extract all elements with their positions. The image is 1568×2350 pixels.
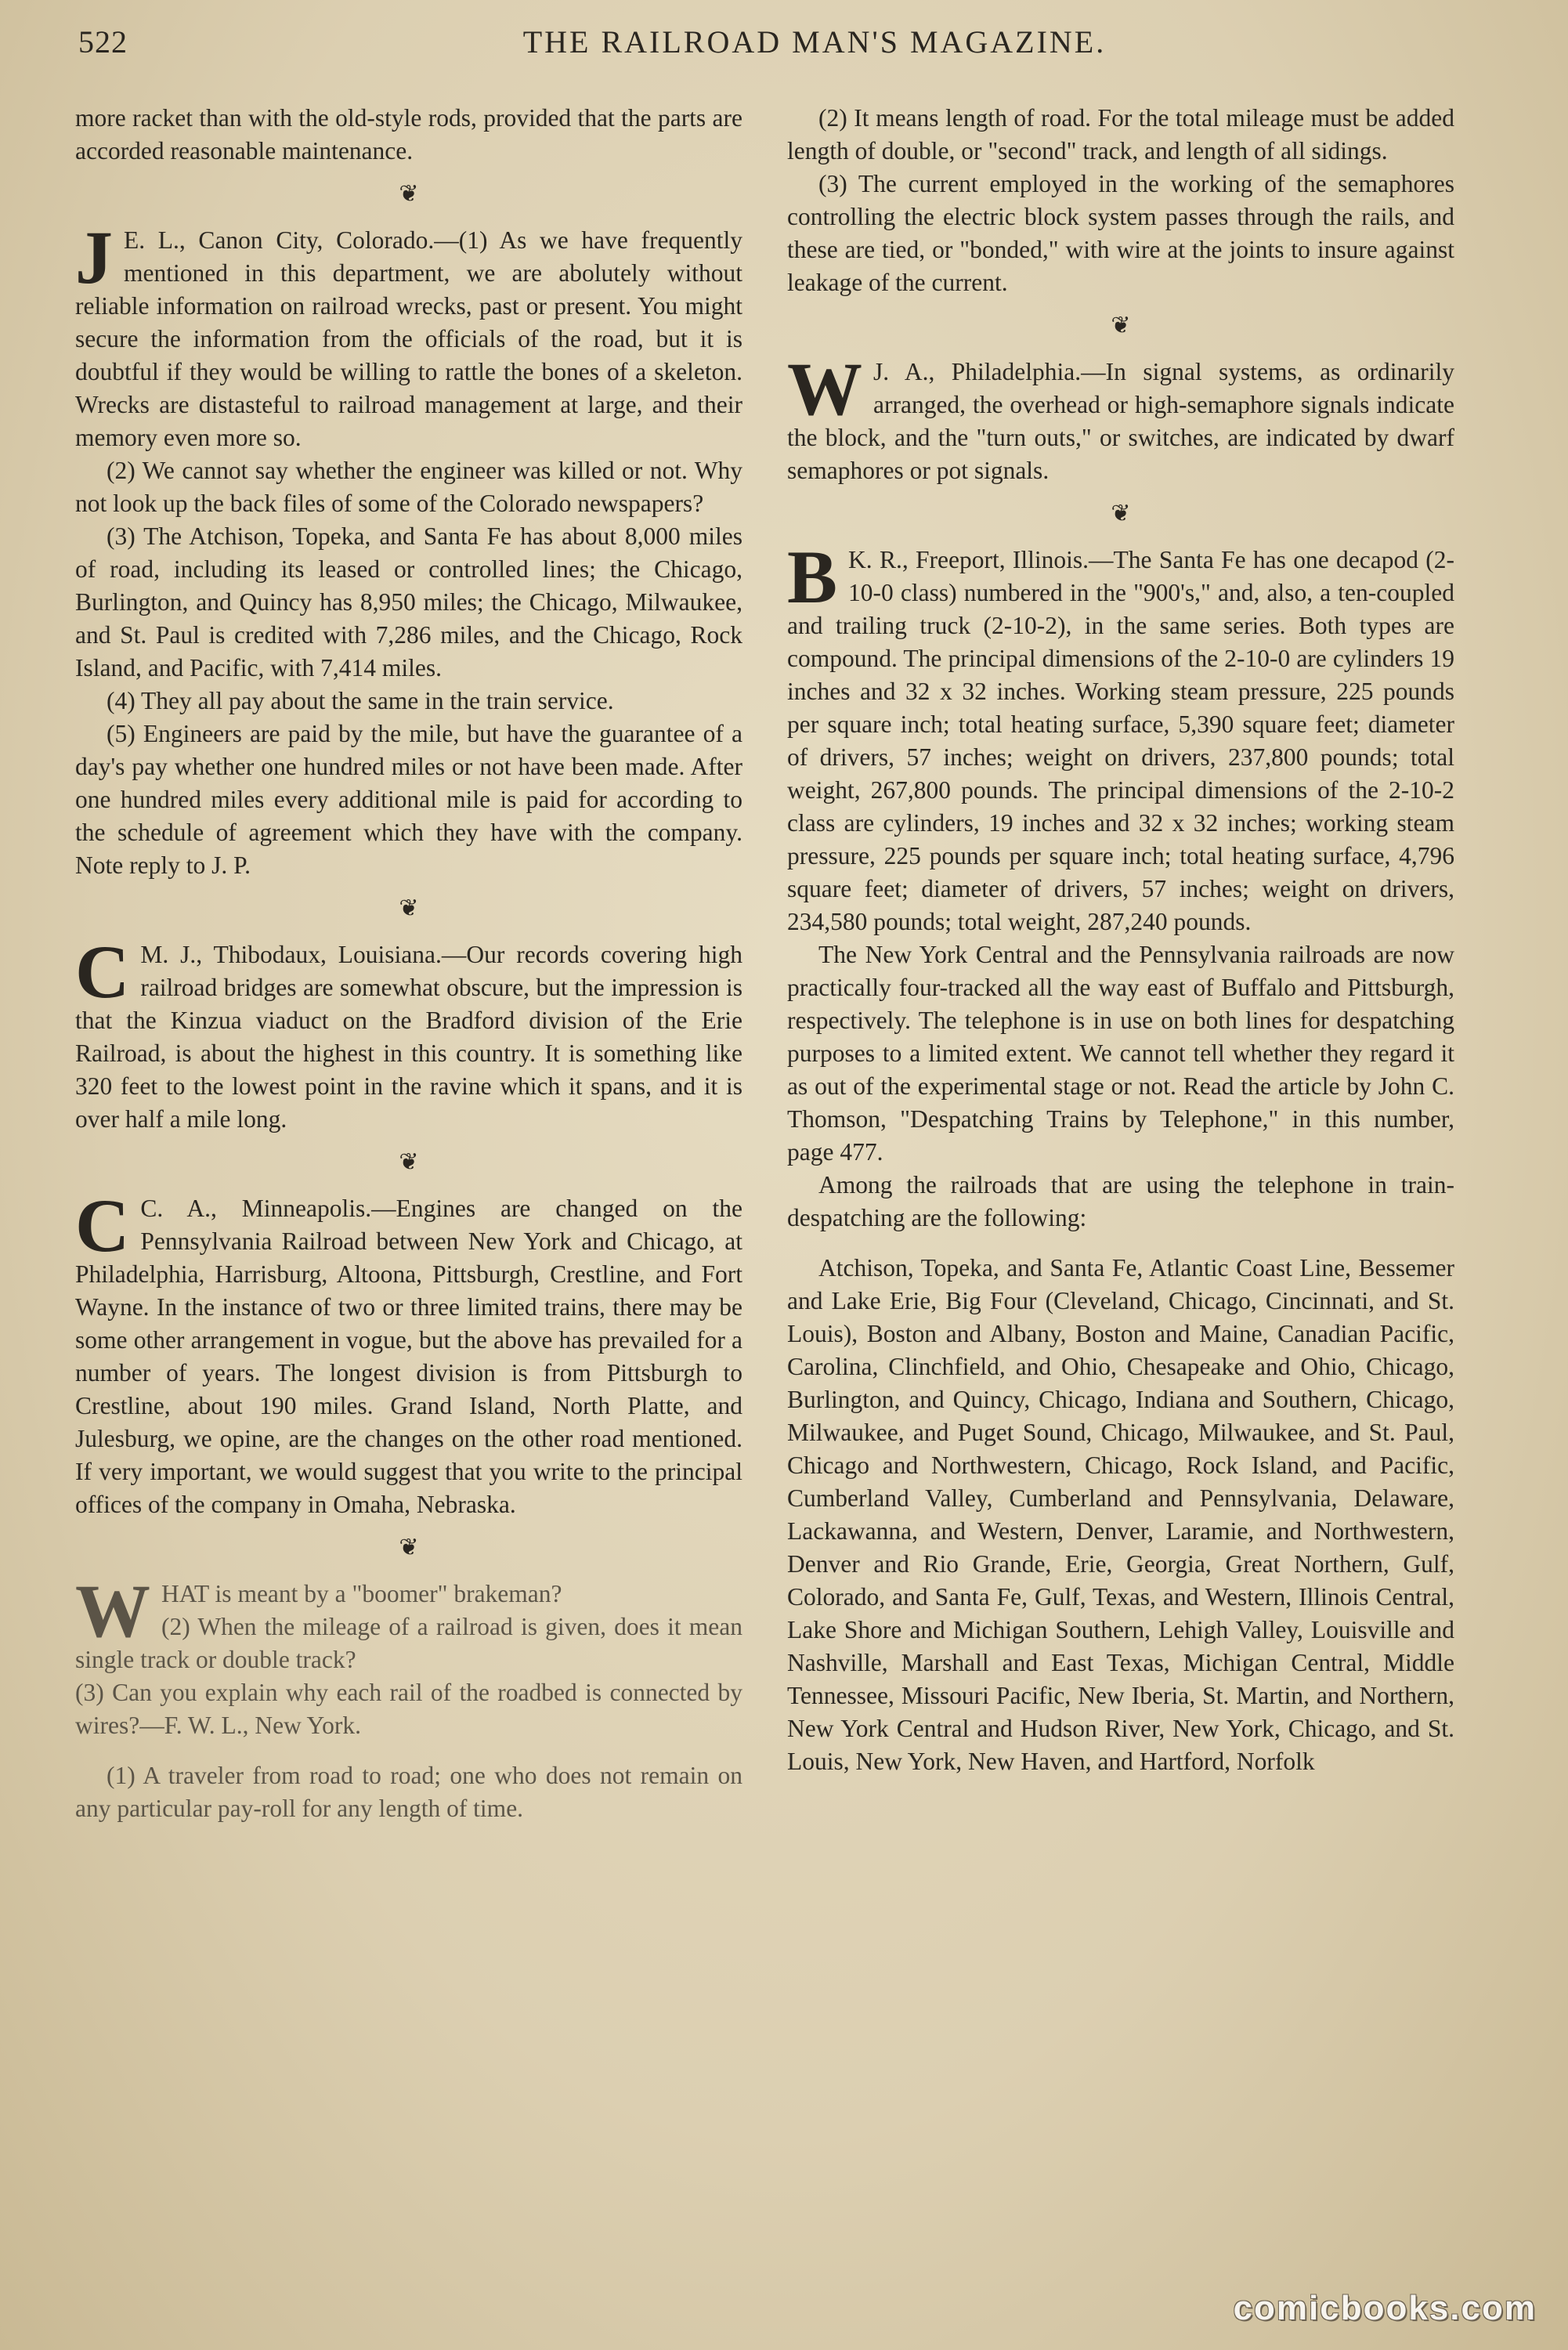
answer-jel-lead (75, 215, 742, 454)
drop-cap: C (75, 930, 130, 1014)
left-column (75, 102, 742, 1825)
continued-answer-2: (2) It means length of road. For the total mileage must be added length of double, or "second" track, and length of all sidings. (787, 104, 1454, 164)
question-what-q1-text: HAT is meant by a "boomer" brakeman? (161, 1580, 562, 1607)
answer-bkr (787, 535, 1454, 1778)
answer-cmj-lead (75, 930, 742, 1136)
section-ornament: ❦ (399, 1535, 419, 1560)
section-ornament: ❦ (1111, 501, 1131, 526)
magazine-title: THE RAILROAD MAN'S MAGAZINE. (522, 24, 1107, 60)
watermark-logo: comicbooks.com (1233, 2289, 1537, 2327)
answer-bkr-p2: The New York Central and the Pennsylvania railroads are now practically four-tracked all the way east of Buffalo and Pittsburgh, respectively. The telephone is in use on both lines for despatching purposes to a limited extent. We cannot tell whether they regard it as out of the experimental stage or not. Read the article by John C. Thomson, "Despatching Trains by Telephone," in this number, page 477. (787, 941, 1454, 1166)
answer-wja-lead (787, 347, 1454, 487)
answer-wja (787, 347, 1454, 487)
answer-jel-text: E. L., Canon City, Colorado.—(1) As we have frequently mentioned in this department, we are abolutely without reliable information on railroad wrecks, past or present. You might secure the information from the officials of the road, but it is doubtful if they would be willing to rattle the bones of a skeleton. Wrecks are distasteful to railroad management at large, and their memory even more so. (75, 226, 742, 451)
section-ornament: ❦ (399, 895, 419, 921)
drop-cap: C (75, 1184, 130, 1267)
answer-wja-text: J. A., Philadelphia.—In signal systems, as ordinarily arranged, the overhead or high-semaphore signals indicate the block, and the "turn outs," or switches, are indicated by dwarf semaphores or pot signals. (787, 358, 1454, 484)
page-number: 522 (78, 24, 128, 60)
drop-cap: W (75, 1569, 150, 1653)
page-header (78, 24, 1504, 70)
railroad-list: Atchison, Topeka, and Santa Fe, Atlantic Coast Line, Bessemer and Lake Erie, Big Four (Cleveland, Chicago, Cincinnati, and St. Louis), Boston and Albany, Boston and Maine, Canadian Pacific, Carolina, Clinchfield, and Ohio, Chesapeake and Ohio, Chicago, Burlington, and Quincy, Chicago, Indiana and Southern, Chicago, Milwaukee, and Puget Sound, Chicago, Milwaukee, and St. Paul, Chicago and Northwestern, Chicago, Rock Island, and Pacific, Cumberland Valley, Cumberland and Pennsylvania, Delaware, Lackawanna, and Western, Denver, Laramie, and Northwestern, Denver and Rio Grande, Erie, Georgia, Great Northern, Gulf, Colorado, and Santa Fe, Gulf, Texas, and Western, Illinois Central, Lake Shore and Michigan Southern, Lehigh Valley, Louisville and Nashville, Marshall and East Texas, Michigan Central, Middle Tennessee, Missouri Pacific, New Iberia, St. Martin, and Northern, New York Central and Hudson River, New York, Chicago, and St. Louis, New York, New Haven, and Hartford, Norfolk (787, 1254, 1454, 1775)
answer-cmj-text: M. J., Thibodaux, Louisiana.—Our records covering high railroad bridges are somewhat obscure, but the impression is that the Kinzua viaduct on the Bradford division of the Erie Railroad, is about the highest in this country. It is something like 320 feet to the lowest point in the ravine which it spans, and it is over half a mile long. (75, 941, 742, 1133)
right-column (787, 102, 1454, 1778)
answer-cca (75, 1184, 742, 1521)
answer-jel-p4: (4) They all pay about the same in the train service. (107, 687, 614, 714)
answer-bkr-p3: Among the railroads that are using the telephone in train-despatching are the following: (787, 1171, 1454, 1231)
drop-cap: J (75, 215, 113, 299)
section-ornament: ❦ (399, 1149, 419, 1175)
answer-cmj (75, 930, 742, 1136)
section-ornament: ❦ (1111, 313, 1131, 338)
answer-what-a1: (1) A traveler from road to road; one who does not remain on any particular pay-roll for any length of time. (75, 1762, 742, 1822)
intro-paragraph: more racket than with the old-style rods, provided that the parts are accorded reasonable maintenance. (75, 104, 742, 164)
drop-cap: W (787, 347, 862, 431)
answer-jel-p5: (5) Engineers are paid by the mile, but have the guarantee of a day's pay whether one hundred miles or not have been made. After one hundred miles every additional mile is paid for according to the schedule of agreement which they have with the company. Note reply to J. P. (75, 720, 742, 879)
drop-cap: B (787, 535, 838, 619)
answer-bkr-lead (787, 535, 1454, 938)
continued-answer-3: (3) The current employed in the working of the semaphores controlling the electric block system passes through the rails, and these are tied, or "bonded," with wire at the joints to insure against leakage of the current. (787, 170, 1454, 296)
question-what-q3: (3) Can you explain why each rail of the roadbed is connected by wires?—F. W. L., New York. (75, 1679, 742, 1739)
answer-jel-p2: (2) We cannot say whether the engineer was killed or not. Why not look up the back files of some of the Colorado newspapers? (75, 457, 742, 517)
question-what-q2: (2) When the mileage of a railroad is given, does it mean single track or double track? (75, 1613, 742, 1673)
answer-jel (75, 215, 742, 882)
question-what (75, 1569, 742, 1825)
answer-jel-p3: (3) The Atchison, Topeka, and Santa Fe has about 8,000 miles of road, including its leased or controlled lines; the Chicago, Burlington, and Quincy has 8,950 miles; the Chicago, Milwaukee, and St. Paul is credited with 7,286 miles, and the Chicago, Rock Island, and Pacific, with 7,414 miles. (75, 522, 742, 682)
answer-bkr-text: K. R., Freeport, Illinois.—The Santa Fe has one decapod (2-10-0 class) numbered in the "900's," and, also, a ten-coupled and trailing truck (2-10-2), in the same series. Both types are compound. The principal dimensions of the 2-10-0 are cylinders 19 inches and 32 x 32 inches. Working steam pressure, 225 pounds per square inch; total heating surface, 5,390 square feet; diameter of drivers, 57 inches; weight on drivers, 237,800 pounds; total weight, 267,800 pounds. The principal dimensions of the 2-10-2 class are cylinders, 19 inches and 32 x 32 inches; working steam pressure, 225 pounds per square inch; total heating surface, 4,796 square feet; diameter of drivers, 57 inches; weight on drivers, 234,580 pounds; total weight, 287,240 pounds. (787, 546, 1454, 935)
answer-cca-lead (75, 1184, 742, 1521)
answer-cca-text: C. A., Minneapolis.—Engines are changed on the Pennsylvania Railroad between New York and Chicago, at Philadelphia, Harrisburg, Altoona, Pittsburgh, Crestline, and Fort Wayne. In the instance of two or three limited trains, there may be some other arrangement in vogue, but the above has prevailed for a number of years. The longest division is from Pittsburgh to Crestline, about 190 miles. Grand Island, North Platte, and Julesburg, we opine, are the changes on the other road mentioned. If very important, we would suggest that you write to the principal offices of the company in Omaha, Nebraska. (75, 1195, 742, 1518)
section-ornament: ❦ (399, 181, 419, 207)
